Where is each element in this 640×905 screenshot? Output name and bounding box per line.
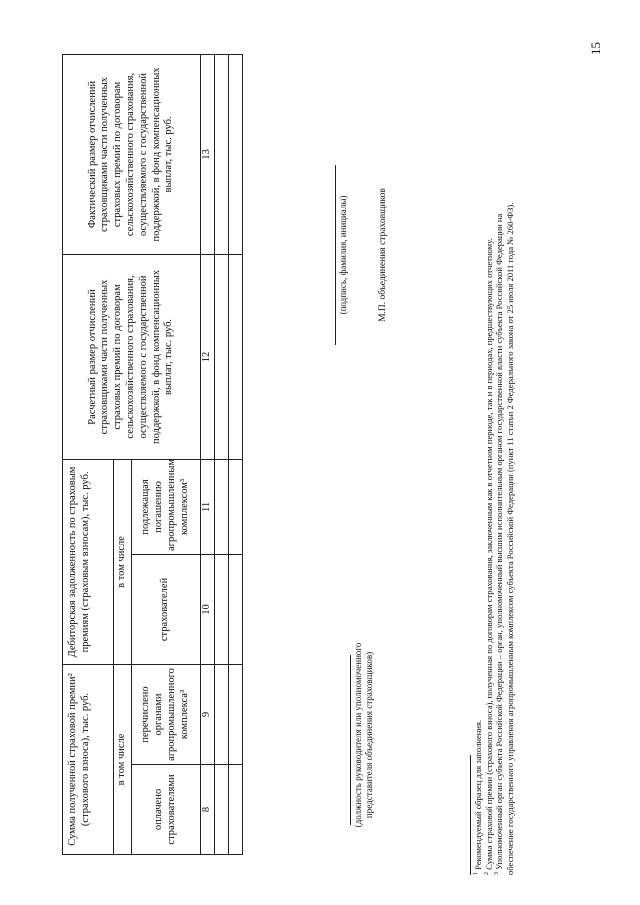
page-number: 15 [588, 42, 603, 55]
footnote-1: $^1$ Рекомендуемый образец для заполнения. [473, 719, 483, 875]
column-numbers-row [200, 54, 214, 854]
position-caption: (должность руководителя или уполномоченного представителя объединения страховщиков) [353, 642, 375, 828]
premium-header: Сумма полученной страховой премии² (страхового взноса), тыс. руб. [63, 664, 114, 854]
position-line [350, 655, 351, 825]
actual-header: Фактический размер отчислений страховщиками части полученных страховых премий по договорам сельскохозяйственного страхования, осуществляемого с государственной поддержкой, в фонд компенсационных выплат, тыс. руб. [63, 54, 201, 254]
footnote-2: $^2$ Сумма страховой премии (страхового взноса), полученная по договорам страхования, заключенным как в отчетном периоде, так и в периодах, предшествующих отчетному. [483, 238, 494, 875]
to-be-repaid-header: подлежащая погашению агропромышленным комплексом³ [131, 459, 200, 554]
stamp-caption: М.П. объединения страховщиков [378, 188, 388, 322]
footnote-3: $^3$ Уполномоченный орган субъекта Российской Федерации – орган, уполномоченный высшим исполнительным органом государственной власти субъекта Российской Федерации на [494, 213, 505, 875]
signature-caption: (подпись, фамилия, инициалы) [338, 195, 348, 315]
footnote-rule [470, 755, 471, 875]
signature-line [335, 165, 336, 345]
insured-header: страхователей [131, 554, 200, 664]
transferred-header: перечислено органами агропромышленного комплекса³ [131, 664, 200, 764]
table-row [214, 54, 228, 854]
report-table [62, 54, 243, 855]
debt-header: Дебиторская задолженность по страховым премиям (страховым взносам), тыс. руб. [63, 459, 114, 664]
column-number: 12 [200, 254, 214, 459]
table-row [228, 54, 242, 854]
estimated-header: Расчетный размер отчислений страховщиками части полученных страховых премий по договорам сельскохозяйственного страхования, осуществляемого с государственной поддержкой, в фонд компенсационных выплат, тыс. руб. [63, 254, 201, 459]
footnotes [470, 25, 516, 875]
footnote-3-continued: обеспечение государственного управления агропромышленным комплексом субъекта Российской Федерации (пункт 11 статьи 2 Федерального закона от 25 июля 2011 года № 260-ФЗ). [505, 202, 516, 875]
column-number: 9 [200, 664, 214, 764]
paid-by-insured-header: оплачено страхователями [131, 765, 200, 855]
column-number: 13 [200, 54, 214, 254]
column-number: 11 [200, 459, 214, 554]
column-number: 10 [200, 554, 214, 664]
in-that-number-premium: в том числе [114, 664, 132, 854]
in-that-number-debt: в том числе [114, 459, 132, 664]
column-number: 8 [200, 765, 214, 855]
